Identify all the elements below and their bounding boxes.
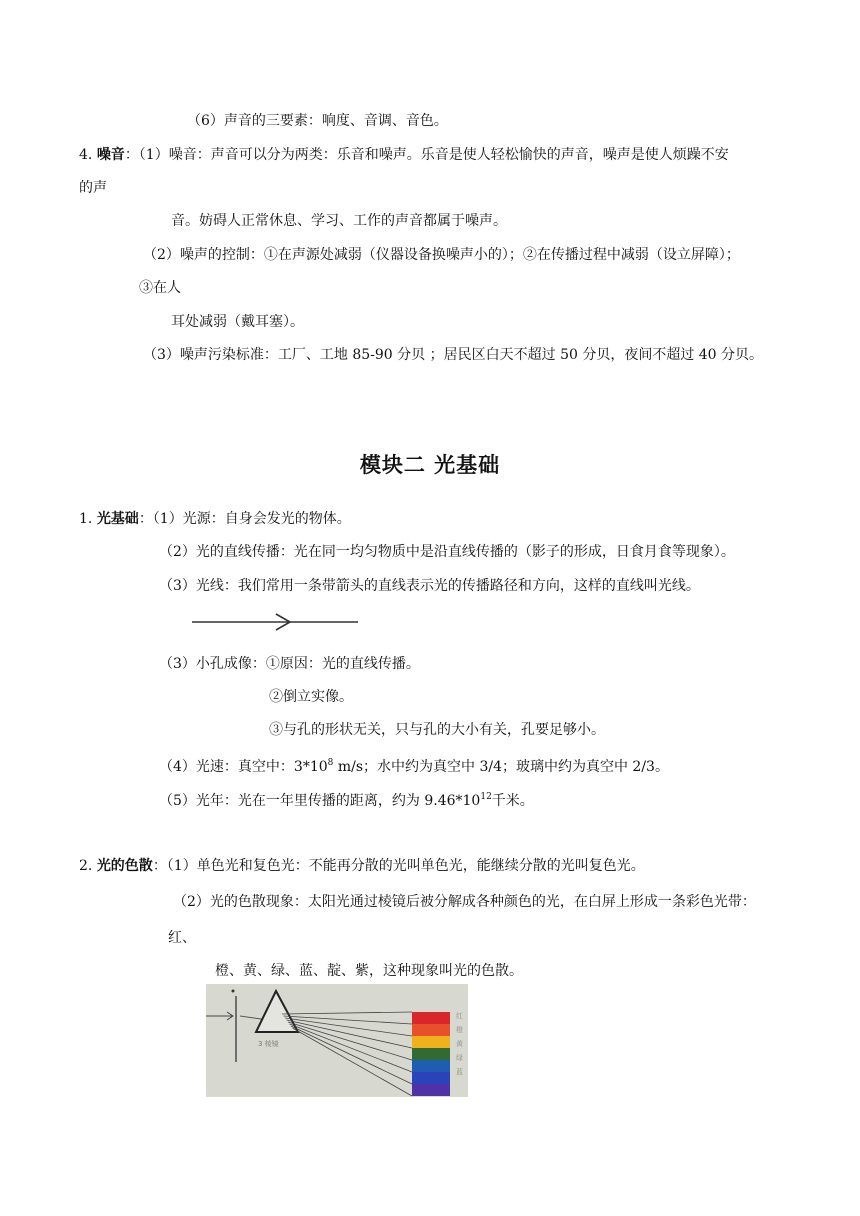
light-speed-text: （4）光速：真空中：3*10 [159,759,328,775]
light-year-line [159,792,534,810]
noise-control-cont: 耳处减弱（戴耳塞）。 [171,314,304,330]
monochromatic-definition: ：（1）单色光和复色光：不能再分散的光叫单色光，能继续分散的光叫复色光。 [152,858,645,874]
light-year-text: （5）光年：光在一年里传播的距离，约为 9.46*10 [159,793,481,809]
noise-definition: ：（1）噪音：声音可以分为两类：乐音和噪声。乐音是使人轻松愉快的声音，噪声是使人烦躁不安 [124,147,729,163]
noise-pollution-standard: （3）噪声污染标准：工厂、工地 85-90 分贝 ；居民区白天不超过 50 分贝，夜间不超过 40 分贝。 [143,347,764,363]
svg-text:黄: 黄 [456,1040,463,1048]
svg-text:橙: 橙 [456,1026,463,1034]
svg-text:红: 红 [456,1012,463,1020]
noise-control-line: （2）噪声的控制：①在声源处减弱（仪器设备换噪声小的）；②在传播过程中减弱（设立屏障）； [143,247,740,263]
svg-text:绿: 绿 [456,1054,463,1062]
noise-title: 噪音 [96,147,125,163]
spectrum-band [412,1060,450,1072]
pinhole-inverted-image: ②倒立实像。 [269,689,353,705]
item-number: 1. [79,511,93,527]
dispersion-item [79,857,645,875]
light-basics-title: 光基础 [96,511,139,527]
spectrum-band [412,1024,450,1036]
spectrum-band [412,1084,450,1096]
light-speed-units: m/s；水中约为真空中 3/4；玻璃中约为真空中 2/3。 [333,759,669,775]
light-ray-line: （3）光线：我们常用一条带箭头的直线表示光的传播路径和方向，这样的直线叫光线。 [159,578,700,594]
spectrum-band [412,1012,450,1024]
dispersion-phenomenon-line: （2）光的色散现象：太阳光通过棱镜后被分解成各种颜色的光，在白屏上形成一条彩色光带： [173,894,756,910]
dispersion-title: 光的色散 [96,858,153,874]
light-basics-item [79,510,351,528]
pinhole-line: （3）小孔成像：①原因：光的直线传播。 [159,656,420,672]
prism-dispersion-image [206,984,468,1097]
svg-text:3 棱镜: 3 棱镜 [258,1040,279,1048]
light-ray-arrow-icon [192,612,362,636]
dispersion-phenomenon-wrap: 红、 [168,930,196,946]
light-speed-line [159,758,669,776]
module-heading: 模块二 光基础 [359,453,501,477]
light-year-exponent: 12 [480,792,492,802]
spectrum-band [412,1036,450,1048]
spectrum-band [412,1072,450,1084]
svg-text:蓝: 蓝 [456,1068,463,1076]
spectrum-band [412,1048,450,1060]
light-year-units: 千米。 [491,793,534,809]
item-number: 4. [79,147,93,163]
noise-item [79,146,729,164]
straight-propagation-line: （2）光的直线传播：光在同一均匀物质中是沿直线传播的（影子的形成，日食月食等现象）。 [159,544,735,560]
sound-elements-line: （6）声音的三要素：响度、音调、音色。 [187,113,448,129]
noise-definition-cont: 音。妨碍人正常休息、学习、工作的声音都属于噪声。 [171,213,507,229]
dispersion-phenomenon-cont: 橙、黄、绿、蓝、靛、紫，这种现象叫光的色散。 [215,963,523,979]
item-number: 2. [79,858,93,874]
noise-control-wrap: ③在人 [139,280,181,296]
light-source-definition: ：（1）光源：自身会发光的物体。 [138,511,351,527]
light-speed-exponent: 8 [327,758,334,768]
pinhole-shape-note: ③与孔的形状无关，只与孔的大小有关，孔要足够小。 [269,722,605,738]
noise-definition-wrap: 的声 [79,180,107,196]
